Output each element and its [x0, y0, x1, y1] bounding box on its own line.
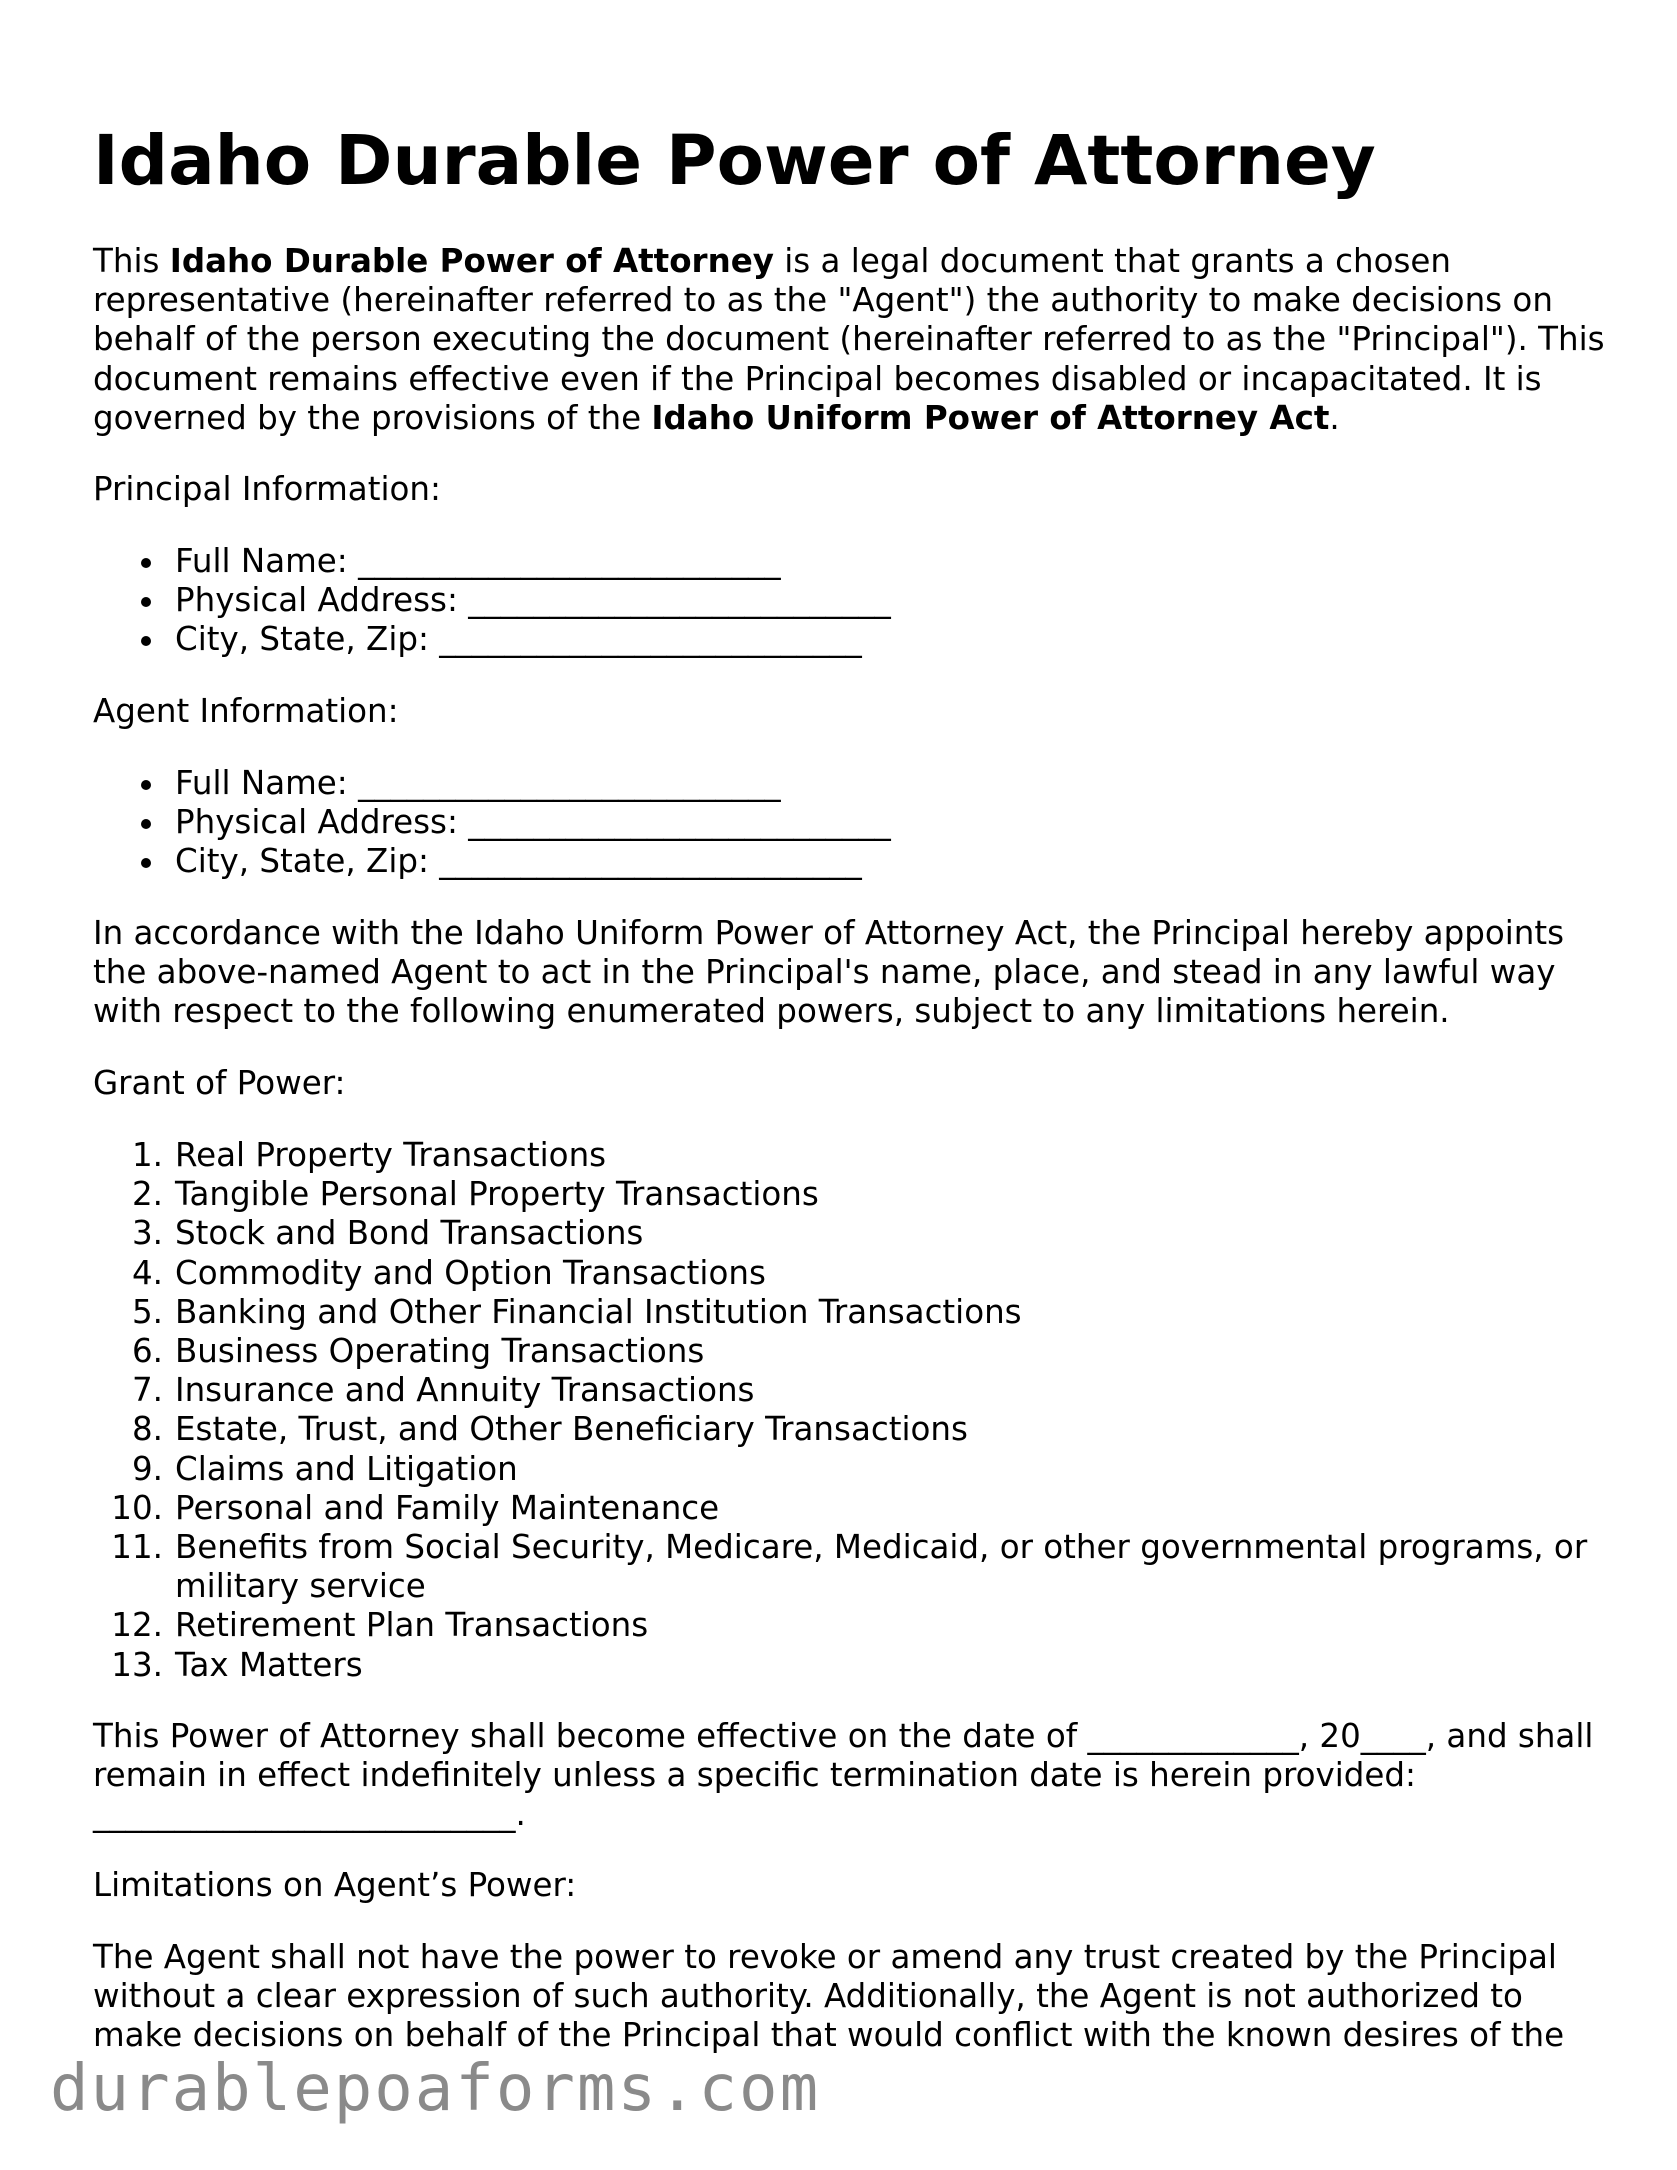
grant-power-number: 5 .: [93, 1293, 163, 1332]
grant-power-item: [93, 1606, 1613, 1645]
effective-paragraph: This Power of Attorney shall become effective on the date of _____________, 20____, and shall remain in effect indefinitely unless a specific termination date is herein provided: __________________________.: [93, 1717, 1594, 1834]
agent-fields: [93, 764, 891, 882]
grant-power-number: 2 .: [93, 1175, 163, 1214]
intro-bold-act: Idaho Uniform Power of Attorney Act: [651, 398, 1330, 437]
agent-full-name[interactable]: Full Name: __________________________: [93, 764, 891, 803]
grant-power-number: 4 .: [93, 1254, 163, 1293]
intro-text-3: .: [1329, 398, 1340, 437]
grant-power-label: Estate, Trust, and Other Beneficiary Transactions: [175, 1410, 968, 1449]
grant-power-item: [93, 1175, 1613, 1214]
grant-power-label: Retirement Plan Transactions: [175, 1606, 649, 1645]
grant-power-label: Stock and Bond Transactions: [175, 1214, 644, 1253]
grant-power-item: [93, 1450, 1613, 1489]
grant-power-item: [93, 1410, 1613, 1449]
grant-power-label: Tax Matters: [175, 1645, 363, 1684]
grant-power-number: 8 .: [93, 1410, 163, 1449]
agent-city-state-zip[interactable]: City, State, Zip: __________________________: [93, 842, 891, 881]
intro-paragraph: [93, 242, 1613, 438]
grant-heading: Grant of Power:: [93, 1064, 346, 1102]
intro-bold-title: Idaho Durable Power of Attorney: [169, 242, 774, 280]
grant-power-label: Personal and Family Maintenance: [175, 1488, 720, 1527]
grant-power-label: Tangible Personal Property Transactions: [175, 1175, 819, 1214]
grant-power-number: 9 .: [93, 1450, 163, 1489]
grant-power-number: 10 .: [93, 1489, 163, 1528]
principal-city-state-zip[interactable]: City, State, Zip: __________________________: [93, 620, 891, 659]
grant-power-item: [93, 1332, 1613, 1371]
grant-power-number: 1 .: [93, 1136, 163, 1175]
grant-power-label: Banking and Other Financial Institution Transactions: [175, 1292, 1022, 1331]
grant-power-item: [93, 1371, 1613, 1410]
grant-power-number: 11 .: [93, 1528, 163, 1567]
principal-physical-address[interactable]: Physical Address: __________________________: [93, 581, 891, 620]
document-title: Idaho Durable Power of Attorney: [93, 121, 1376, 201]
grant-power-item: [93, 1646, 1613, 1685]
grant-power-item: [93, 1528, 1613, 1606]
grant-power-number: 7 .: [93, 1371, 163, 1410]
grant-power-label: Business Operating Transactions: [175, 1332, 705, 1371]
grant-power-number: 3 .: [93, 1214, 163, 1253]
grant-power-number: 6 .: [93, 1332, 163, 1371]
grant-power-label: Claims and Litigation: [175, 1449, 518, 1488]
grant-power-number: 13 .: [93, 1646, 163, 1685]
grant-power-label: Real Property Transactions: [175, 1136, 607, 1174]
limitations-heading: Limitations on Agent’s Power:: [93, 1866, 577, 1904]
grant-power-label: Insurance and Annuity Transactions: [175, 1371, 755, 1410]
principal-heading: Principal Information:: [93, 470, 441, 508]
grant-power-number: 12 .: [93, 1606, 163, 1645]
watermark: durablepoaforms.com: [50, 2052, 821, 2126]
intro-text-1: This: [93, 242, 170, 280]
agent-physical-address[interactable]: Physical Address: __________________________: [93, 803, 891, 842]
grant-power-item: [93, 1214, 1613, 1253]
agent-heading: Agent Information:: [93, 692, 399, 730]
limitations-paragraph: The Agent shall not have the power to revoke or amend any trust created by the Principal without a clear expression of such authority. Additionally, the Agent is not authorized to make decisions on behalf of the Principal that would conflict with the known desires of the: [93, 1938, 1565, 2055]
grant-power-item: [93, 1136, 1613, 1175]
intro-text-2: is a legal document that grants a chosen representative (hereinafter referred to as the "Agent") the authority to make decisions on behalf of the person executing the document (hereinafter referred to as the "Principal"). This document remains effective even if the Principal becomes disabled or incapacitated. It is governed by the provisions of the: [93, 242, 1605, 437]
grant-power-label: Benefits from Social Security, Medicare, Medicaid, or other governmental programs, or military service: [175, 1528, 1588, 1606]
grant-power-item: [93, 1489, 1613, 1528]
principal-full-name[interactable]: Full Name: __________________________: [93, 542, 891, 581]
appointment-paragraph: In accordance with the Idaho Uniform Power of Attorney Act, the Principal hereby appoints the above-named Agent to act in the Principal's name, place, and stead in any lawful way with respect to the following enumerated powers, subject to any limitations herein.: [93, 914, 1565, 1031]
grant-power-item: [93, 1254, 1613, 1293]
grant-powers-list: [93, 1136, 1613, 1685]
grant-power-label: Commodity and Option Transactions: [175, 1253, 766, 1292]
grant-power-item: [93, 1293, 1613, 1332]
principal-fields: [93, 542, 891, 660]
